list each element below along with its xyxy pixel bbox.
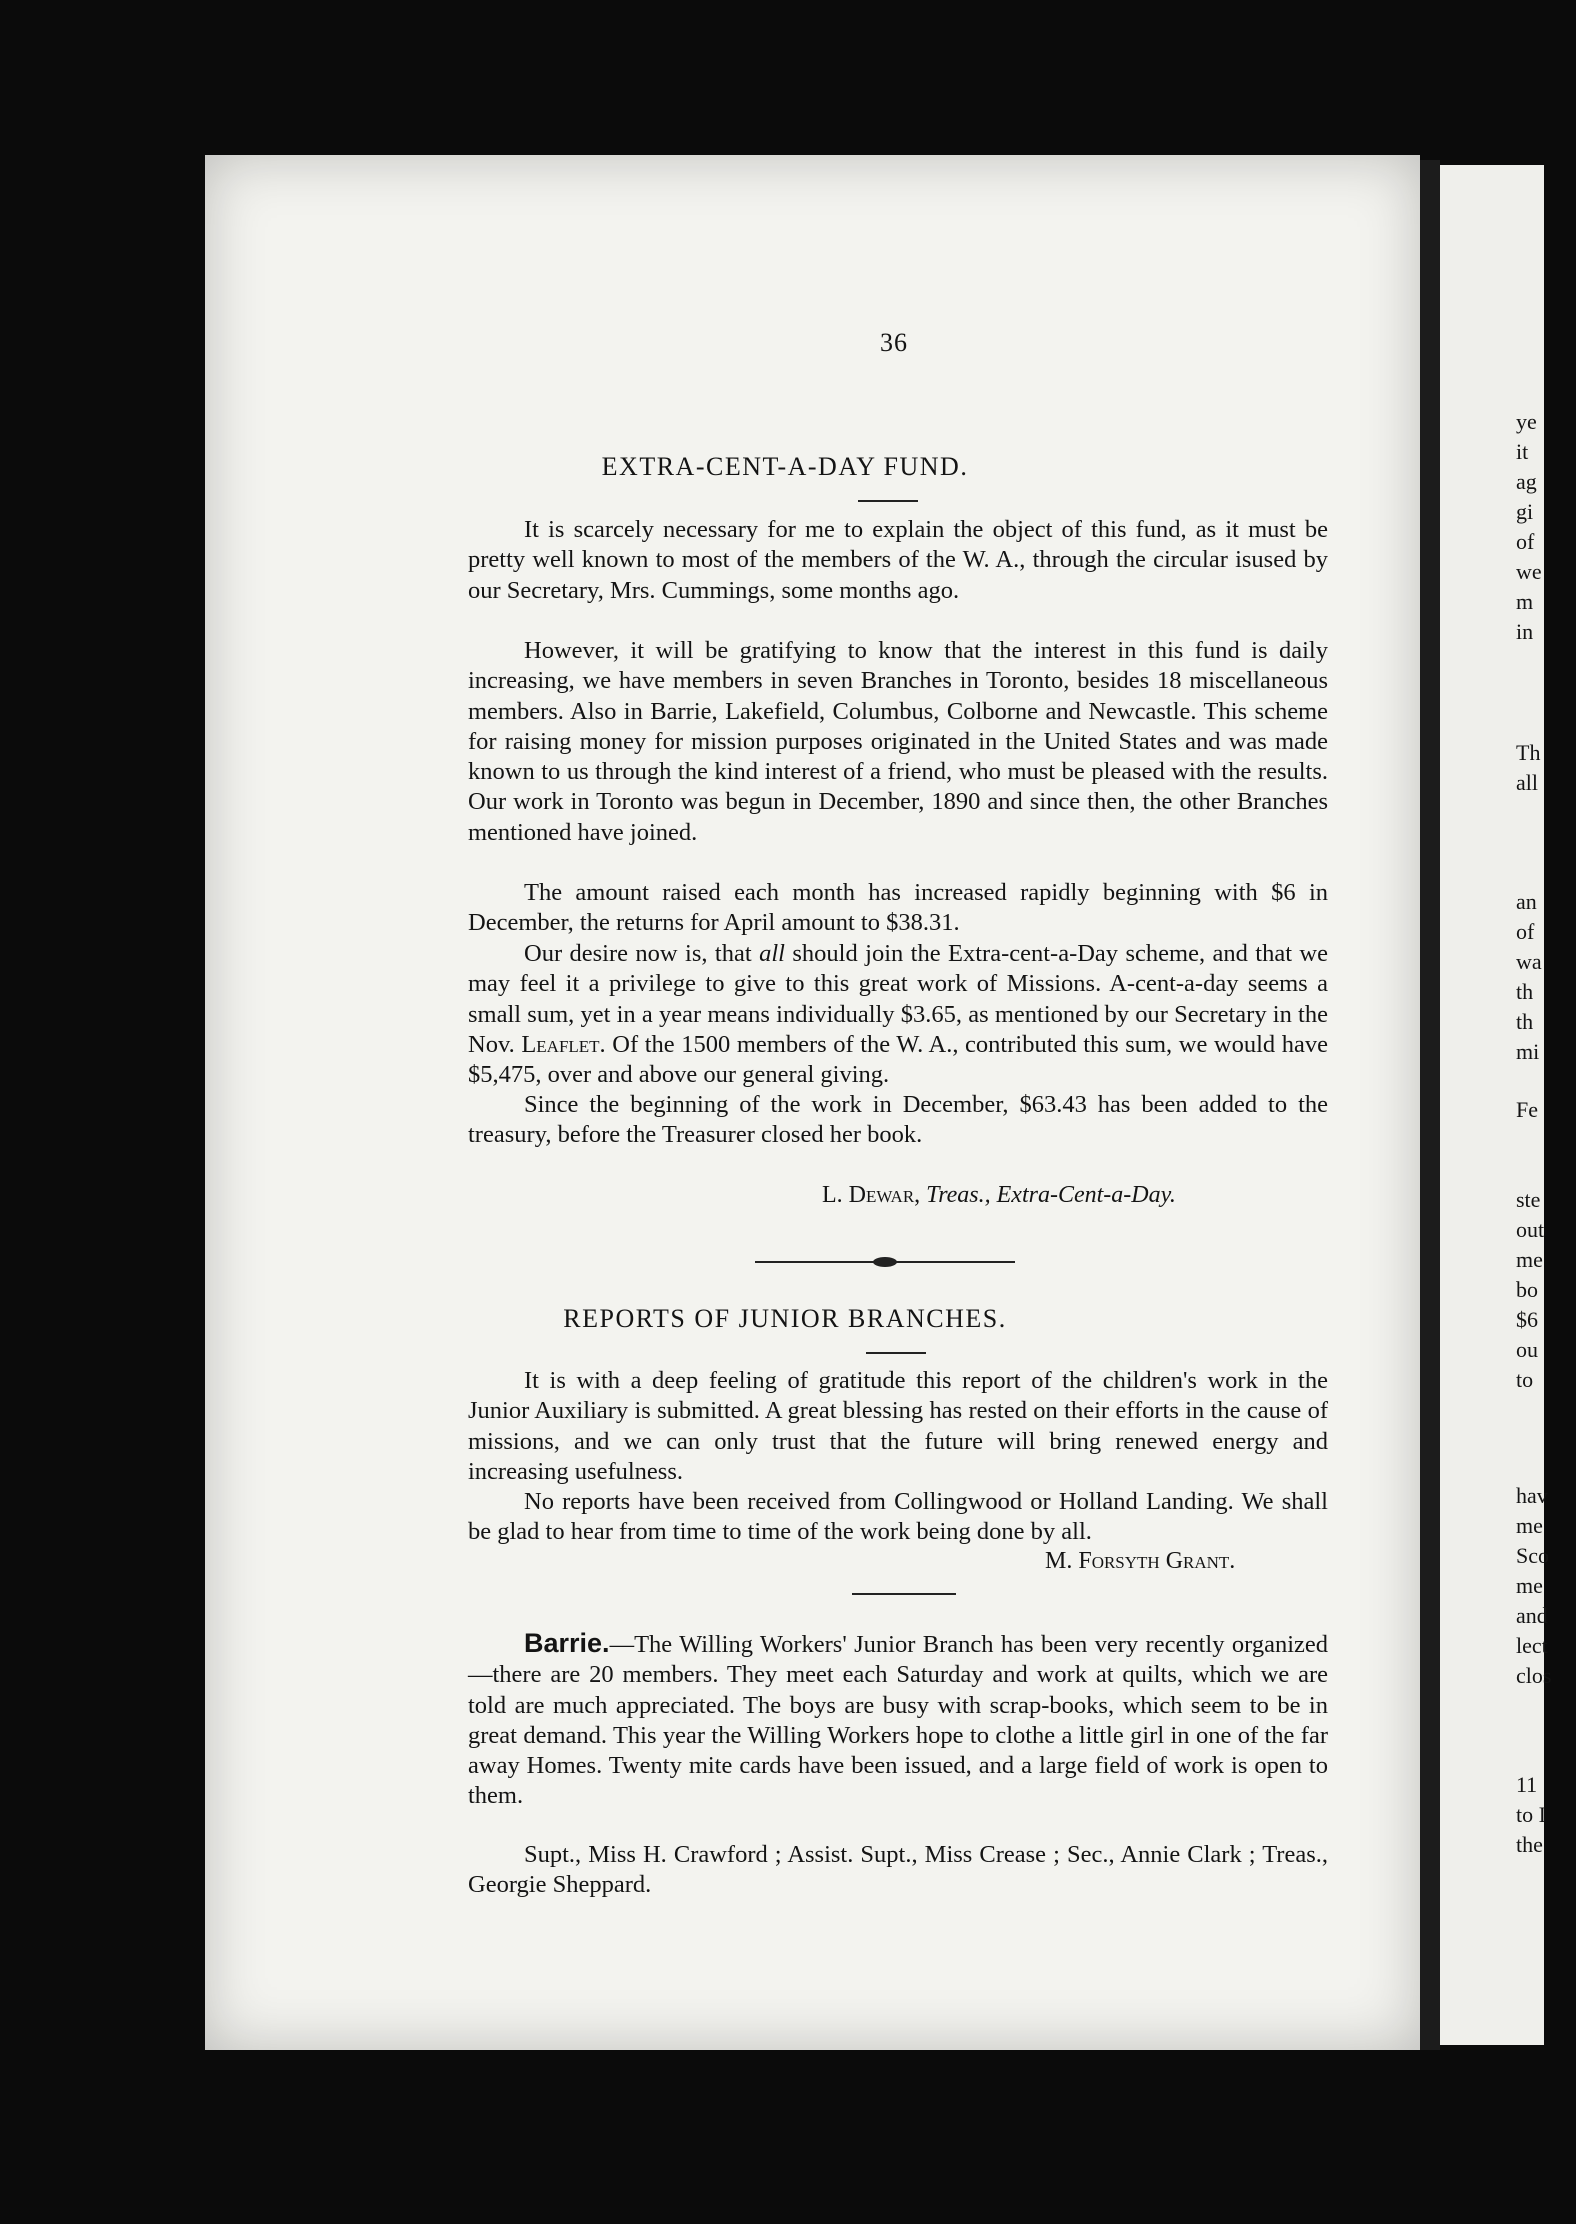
fragment-line: Sco [1516, 1543, 1549, 1568]
fragment-line: of [1516, 919, 1535, 944]
fragment-line: an [1516, 889, 1537, 914]
article-title-extra-cent: EXTRA-CENT-A-DAY FUND. [601, 452, 969, 481]
text-run: —The Willing Workers' Junior Branch has been very recently organized—there are 20 members. They meet each Saturday and work at quilts, which we are told are much appreciated. The boys are busy with scrap-books, which seem to be in great demand. This year the Willing Workers hope to clothe a little girl in one of the far away Homes. Twenty mite cards have been issued, and a large field of work is open to them. [468, 1631, 1328, 1810]
signature-surname: Dewar, [848, 1182, 921, 1208]
fragment-line: it [1516, 439, 1529, 464]
title-rule [866, 1352, 926, 1354]
page-number: 36 [880, 328, 908, 357]
fragment-line: Fe [1516, 1097, 1538, 1122]
fragment-line: th [1516, 1009, 1534, 1034]
paragraph-officers: Supt., Miss H. Crawford ; Assist. Supt., Miss Crease ; Sec., Annie Clark ; Treas., Georgie Sheppard. [468, 1841, 1328, 1899]
fragment-line: lect [1516, 1633, 1548, 1658]
emphasis: all [759, 940, 785, 967]
fragment-line: m [1516, 589, 1534, 614]
paragraph: It is with a deep feeling of gratitude this report of the children's work in the Junior Auxiliary is submitted. A great blessing has rested on their efforts in the cause of missions, and we can only trust that the future will bring renewed energy and increasing usefulness. [468, 1367, 1328, 1485]
fragment-line: out [1516, 1217, 1545, 1242]
fragment-line: ag [1516, 469, 1537, 494]
section-divider-ornament [755, 1259, 1015, 1265]
fragment-line: gi [1516, 499, 1534, 524]
signature-name: M. [1045, 1548, 1079, 1574]
small-caps-word: Leaflet. [521, 1030, 606, 1058]
fragment-line: of [1516, 529, 1535, 554]
fragment-line: clos [1516, 1663, 1552, 1688]
fragment-line: we [1516, 559, 1542, 584]
fragment-line: mi [1516, 1039, 1540, 1064]
fragment-line: bo [1516, 1277, 1538, 1302]
paragraph: It is scarcely necessary for me to explain the object of this fund, as it must be pretty well known to most of the members of the W. A., through the circular isused by our Secretary, Mrs. Cummings, some months ago. [468, 516, 1328, 604]
fragment-line: ou [1516, 1337, 1538, 1362]
fragment-line: hav [1516, 1483, 1548, 1508]
fragment-line: the [1516, 1832, 1543, 1857]
fragment-line: me [1516, 1573, 1543, 1598]
fragment-line: in [1516, 619, 1534, 644]
paragraph: The amount raised each month has increased rapidly beginning with $6 in December, the returns for April amount to $38.31. [468, 879, 1328, 937]
signature-name: L. [822, 1182, 849, 1208]
text-run: Our desire now is, that [524, 940, 752, 967]
facing-page-fragment [1440, 165, 1552, 2045]
fragment-line: th [1516, 979, 1534, 1004]
signature-title: Treas., Extra-Cent-a-Day. [926, 1182, 1176, 1208]
paragraph: No reports have been received from Collingwood or Holland Landing. We shall be glad to hear from time to time of the work being done by all. [468, 1488, 1328, 1546]
paragraph: Since the beginning of the work in December, $63.43 has been added to the treasury, before the Treasurer closed her book. [468, 1091, 1328, 1149]
fragment-line: to [1516, 1367, 1534, 1392]
fragment-line: and [1516, 1603, 1548, 1628]
article-title-junior-branches: REPORTS OF JUNIOR BRANCHES. [563, 1304, 1007, 1333]
text-run: should join the Extra-cent-a-Day scheme, and that we may feel it a privilege to give to this great work of Missions. A-cent-a-day seems a small sum, yet in a year means individually $3.65, as mentioned by our Secretary in the Nov. [468, 940, 1329, 1058]
fragment-line: all [1516, 770, 1538, 795]
fragment-line: $6 [1516, 1307, 1538, 1332]
fragment-line: Th [1516, 740, 1541, 765]
fragment-line: me [1516, 1247, 1543, 1272]
paragraph: However, it will be gratifying to know that the interest in this fund is daily increasing, we have members in seven Branches in Toronto, besides 18 miscellaneous members. Also in Barrie, Lakefield, Columbus, Colborne and Newcastle. This scheme for raising money for mission purposes originated in the United States and was made known to us through the kind interest of a friend, who must be pleased with the results. Our work in Toronto was begun in December, 1890 and since then, the other Branches mentioned have joined. [468, 637, 1328, 846]
section-rule [852, 1593, 956, 1595]
signature-surname: Forsyth Grant. [1078, 1548, 1236, 1574]
fragment-line: 11 [1516, 1772, 1538, 1797]
fragment-line: to I [1516, 1802, 1546, 1827]
title-rule [858, 500, 918, 502]
signature-grant [1045, 1548, 1235, 1575]
branch-name-barrie: Barrie. [524, 1628, 610, 1658]
text-run: Of the 1500 members of the W. A., contributed this sum, we would have $5,475, over and above our general giving. [468, 1030, 1329, 1089]
paragraph [468, 939, 1328, 1090]
fragment-line: ye [1516, 409, 1537, 434]
signature-treasurer [822, 1182, 1176, 1209]
paragraph-barrie [468, 1628, 1328, 1812]
fragment-line: me [1516, 1513, 1543, 1538]
fragment-line: wa [1516, 949, 1542, 974]
fragment-line: ste [1516, 1187, 1541, 1212]
